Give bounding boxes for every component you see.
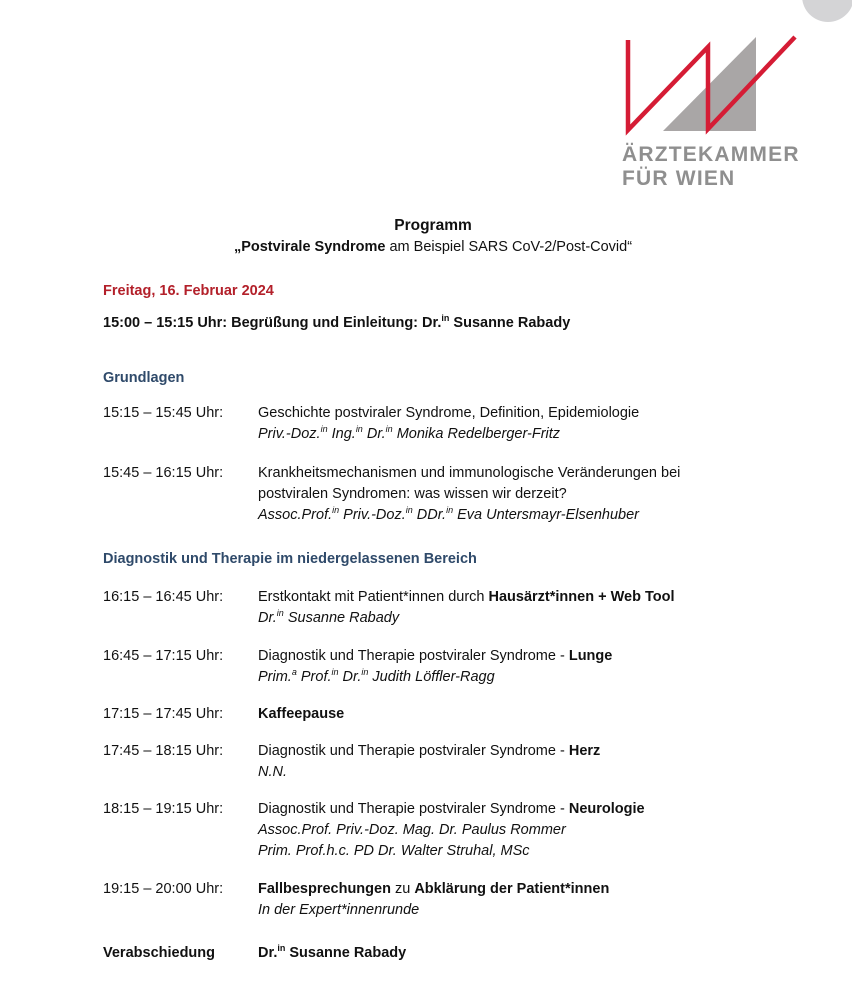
- opening-line: [103, 315, 570, 331]
- subtitle-bold: „Postvirale Syndrome: [233, 239, 386, 255]
- session-speaker: [258, 820, 645, 841]
- session-title: [258, 799, 645, 820]
- schedule-time: 16:15 – 16:45 Uhr:: [103, 589, 224, 605]
- text-segment: Kaffeepause: [258, 706, 345, 722]
- superscript-text: in: [320, 424, 328, 434]
- event-date: Freitag, 16. Februar 2024: [103, 283, 274, 299]
- text-segment: Dr.: [258, 610, 277, 626]
- text-segment: Prof.: [296, 669, 332, 685]
- session-speaker: [258, 505, 680, 526]
- text-segment: Susanne Rabady: [449, 315, 571, 331]
- text-segment: Lunge: [568, 648, 613, 664]
- schedule-item: [258, 879, 609, 921]
- text-segment: Eva Untersmayr-Elsenhuber: [453, 507, 639, 523]
- text-segment: Assoc.Prof. Priv.-Doz. Mag. Dr. Paulus Rommer: [258, 822, 566, 838]
- text-segment: N.N.: [258, 764, 287, 780]
- text-segment: postviralen Syndromen: was wissen wir derzeit?: [258, 486, 567, 502]
- superscript-text: in: [277, 943, 286, 953]
- session-speaker: [258, 900, 609, 921]
- superscript-text: in: [332, 505, 340, 515]
- schedule-time: 18:15 – 19:15 Uhr:: [103, 801, 224, 817]
- session-title: [258, 879, 609, 900]
- schedule-time: 16:45 – 17:15 Uhr:: [103, 648, 224, 664]
- text-segment: Priv.-Doz.: [339, 507, 406, 523]
- text-segment: Geschichte postviraler Syndrome, Definition, Epidemiologie: [258, 405, 640, 421]
- schedule-item: [258, 741, 600, 783]
- schedule-item: [258, 646, 612, 688]
- section-heading-grundlagen: Grundlagen: [103, 370, 185, 386]
- text-segment: Fallbesprechungen: [258, 881, 391, 897]
- text-segment: zu: [390, 881, 415, 897]
- superscript-text: in: [331, 667, 339, 677]
- text-segment: Monika Redelberger-Fritz: [392, 426, 561, 442]
- logo-text-line1: ÄRZTEKAMMER: [622, 143, 800, 166]
- text-segment: Abklärung der Patient*innen: [414, 881, 610, 897]
- text-segment: Susanne Rabady: [285, 945, 407, 961]
- session-title: [258, 587, 675, 608]
- closing-speaker: [258, 945, 406, 961]
- session-speaker: [258, 762, 600, 783]
- text-segment: Herz: [568, 743, 601, 759]
- session-speaker: [258, 608, 675, 629]
- session-title: [258, 463, 680, 484]
- superscript-text: in: [405, 505, 413, 515]
- schedule-time: 17:45 – 18:15 Uhr:: [103, 743, 224, 759]
- schedule-item: [258, 799, 645, 862]
- text-segment: In der Expert*innenrunde: [258, 902, 420, 918]
- text-segment: Susanne Rabady: [283, 610, 400, 626]
- page-title: Programm: [394, 217, 472, 234]
- session-title: [258, 484, 680, 505]
- text-segment: Dr.: [362, 426, 386, 442]
- subtitle-rest: am Beispiel SARS CoV-2/Post-Covid“: [385, 239, 633, 255]
- text-segment: Dr.: [258, 945, 278, 961]
- superscript-text: in: [355, 424, 363, 434]
- text-segment: Priv.-Doz.: [258, 426, 321, 442]
- superscript-text: in: [385, 424, 393, 434]
- text-segment: Diagnostik und Therapie postviraler Syndrome -: [258, 801, 569, 817]
- text-segment: Judith Löffler-Ragg: [368, 669, 495, 685]
- schedule-item: [258, 704, 344, 725]
- schedule-item: [258, 587, 675, 629]
- text-segment: Erstkontakt mit Patient*innen durch: [258, 589, 489, 605]
- session-speaker: [258, 667, 612, 688]
- session-speaker: [258, 841, 645, 862]
- page-subtitle: [0, 239, 852, 255]
- aerztekammer-logo: [615, 30, 805, 140]
- superscript-text: a: [291, 667, 297, 677]
- text-segment: Ing.: [327, 426, 356, 442]
- text-segment: Diagnostik und Therapie postviraler Syndrome -: [258, 648, 569, 664]
- schedule-item: [258, 403, 639, 445]
- closing-label: Verabschiedung: [103, 945, 216, 961]
- session-title: [258, 704, 344, 725]
- logo-text-line2: FÜR WIEN: [622, 167, 736, 190]
- text-segment: Prim. Prof.h.c. PD Dr. Walter Struhal, MSc: [258, 843, 530, 859]
- schedule-time: 17:15 – 17:45 Uhr:: [103, 706, 224, 722]
- text-segment: 15:00 – 15:15 Uhr: Begrüßung und Einleitung: Dr.: [103, 315, 442, 331]
- session-speaker: [258, 424, 639, 445]
- section-heading-diagnostik: Diagnostik und Therapie im niedergelassenen Bereich: [103, 551, 477, 567]
- session-title: [258, 646, 612, 667]
- text-segment: Hausärzt*innen + Web Tool: [488, 589, 675, 605]
- schedule-time: 15:45 – 16:15 Uhr:: [103, 465, 224, 481]
- superscript-text: in: [446, 505, 454, 515]
- text-segment: Diagnostik und Therapie postviraler Syndrome -: [258, 743, 569, 759]
- session-title: [258, 403, 639, 424]
- superscript-text: in: [441, 313, 450, 323]
- text-segment: DDr.: [412, 507, 447, 523]
- text-segment: Prim.: [258, 669, 292, 685]
- schedule-time: 19:15 – 20:00 Uhr:: [103, 881, 224, 897]
- text-segment: Krankheitsmechanismen und immunologische Veränderungen bei: [258, 465, 681, 481]
- superscript-text: in: [361, 667, 369, 677]
- superscript-text: in: [276, 608, 284, 618]
- schedule-item: [258, 463, 680, 526]
- scrollbar-thumb[interactable]: [802, 0, 852, 22]
- session-title: [258, 741, 600, 762]
- text-segment: Dr.: [338, 669, 362, 685]
- schedule-time: 15:15 – 15:45 Uhr:: [103, 405, 224, 421]
- text-segment: Assoc.Prof.: [258, 507, 333, 523]
- text-segment: Neurologie: [568, 801, 645, 817]
